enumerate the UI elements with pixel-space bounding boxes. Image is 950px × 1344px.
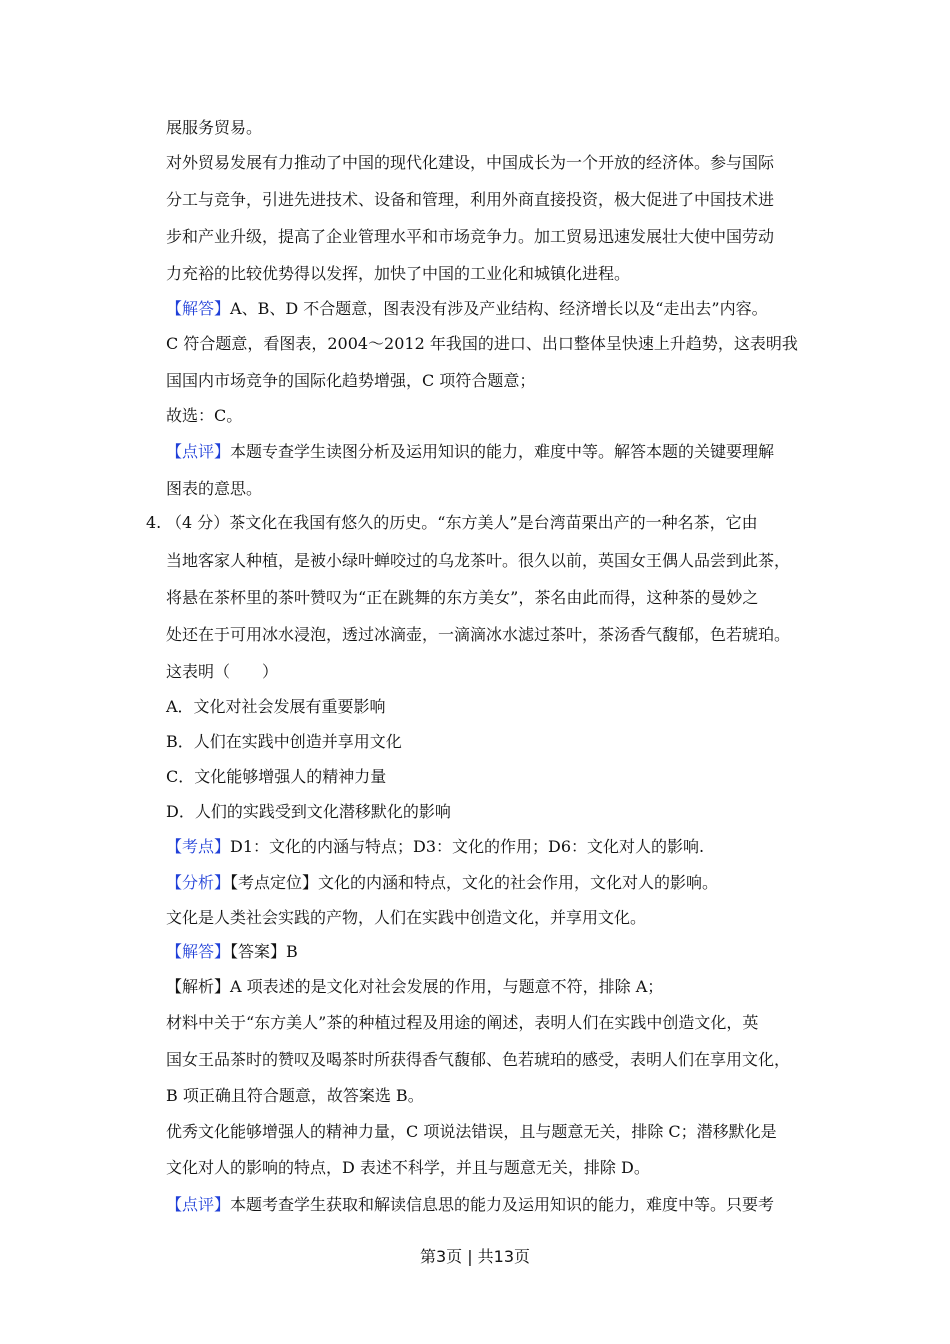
line-text: 【解析】A 项表述的是文化对社会发展的作用，与题意不符，排除 A； (166, 977, 664, 996)
page-footer: 第3页 | 共13页 (419, 1247, 531, 1266)
text-line (166, 588, 758, 608)
line-text: A．文化对社会发展有重要影响 (166, 697, 386, 716)
line-text: 故选：C。 (166, 406, 243, 425)
line-text: A、B、D 不合题意，图表没有涉及产业结构、经济增长以及“走出去”内容。 (230, 299, 768, 318)
text-line (166, 1050, 790, 1070)
text-line (166, 153, 774, 173)
text-line (166, 1086, 424, 1106)
text-line (166, 264, 630, 284)
line-text: 处还在于可用冰水浸泡，透过冰滴壶，一滴滴冰水滤过茶叶，茶汤香气馥郁，色若琥珀。 (166, 625, 791, 644)
line-text: C．文化能够增强人的精神力量 (166, 767, 387, 786)
text-line (166, 334, 798, 354)
text-line (166, 697, 386, 717)
section-label: 【点评】 (166, 1195, 231, 1214)
text-line (166, 513, 758, 533)
text-line (166, 732, 402, 752)
section-label: 【解答】 (166, 942, 231, 961)
line-text: 【考点定位】文化的内涵和特点，文化的社会作用，文化对人的影响。 (230, 873, 719, 892)
text-line (166, 190, 774, 210)
text-line (166, 802, 451, 822)
line-text: 分工与竞争，引进先进技术、设备和管理，利用外商直接投资，极大促进了中国技术进 (166, 190, 775, 209)
text-line (166, 767, 386, 787)
text-line (166, 118, 262, 138)
text-line (166, 299, 768, 319)
line-text: （4 分）茶文化在我国有悠久的历史。“东方美人”是台湾苗栗出产的一种名茶，它由 (166, 513, 758, 532)
line-text: 当地客家人种植，是被小绿叶蝉咬过的乌龙茶叶。很久以前，英国女王偶人品尝到此茶， (166, 551, 791, 570)
line-text: 图表的意思。 (166, 479, 263, 498)
line-text: 力充裕的比较优势得以发挥，加快了中国的工业化和城镇化进程。 (166, 264, 631, 283)
question-number: 4. (146, 513, 162, 532)
line-text: 国国内市场竞争的国际化趋势增强，C 项符合题意； (166, 371, 536, 390)
section-label: 【解答】 (166, 299, 231, 318)
line-text: B．人们在实践中创造并享用文化 (166, 732, 402, 751)
line-text: 国女王品茶时的赞叹及喝茶时所获得香气馥郁、色若琥珀的感受，表明人们在享用文化， (166, 1050, 791, 1069)
text-line (166, 977, 663, 997)
text-line (166, 873, 718, 893)
line-text: 文化是人类社会实践的产物，人们在实践中创造文化，并享用文化。 (166, 908, 647, 927)
text-line (166, 227, 774, 247)
text-line (166, 406, 242, 426)
line-text: 文化对人的影响的特点，D 表述不科学，并且与题意无关，排除 D。 (166, 1158, 650, 1177)
line-text: 这表明（ ） (166, 662, 279, 681)
line-text: 优秀文化能够增强人的精神力量，C 项说法错误，且与题意无关，排除 C；潜移默化是 (166, 1122, 777, 1141)
text-line (166, 625, 790, 645)
line-text: 材料中关于“东方美人”茶的种植过程及用途的阐述，表明人们在实践中创造文化，英 (166, 1013, 759, 1032)
section-label: 【考点】 (166, 837, 231, 856)
text-line (166, 371, 535, 391)
line-text: 展服务贸易。 (166, 118, 263, 137)
line-text: 将悬在茶杯里的茶叶赞叹为“正在跳舞的东方美女”，茶名由此而得，这种茶的曼妙之 (166, 588, 759, 607)
section-label: 【分析】 (166, 873, 231, 892)
section-label: 【点评】 (166, 442, 231, 461)
text-line (166, 908, 646, 928)
line-text: 本题专查学生读图分析及运用知识的能力，难度中等。解答本题的关键要理解 (230, 442, 775, 461)
text-line (166, 551, 790, 571)
text-line (166, 479, 262, 499)
text-line (166, 442, 774, 462)
line-text: 对外贸易发展有力推动了中国的现代化建设，中国成长为一个开放的经济体。参与国际 (166, 153, 775, 172)
text-line (166, 1122, 777, 1142)
line-text: B 项正确且符合题意，故答案选 B。 (166, 1086, 424, 1105)
line-text: 本题考查学生获取和解读信息思的能力及运用知识的能力，难度中等。只要考 (230, 1195, 775, 1214)
line-text: D1：文化的内涵与特点；D3：文化的作用；D6：文化对人的影响. (230, 837, 705, 856)
line-text: 步和产业升级，提高了企业管理水平和市场竞争力。加工贸易迅速发展壮大使中国劳动 (166, 227, 775, 246)
line-text: 【答案】B (230, 942, 298, 961)
line-text: C 符合题意，看图表，2004～2012 年我国的进口、出口整体呈快速上升趋势，这表明我 (166, 334, 798, 353)
line-text: D．人们的实践受到文化潜移默化的影响 (166, 802, 451, 821)
text-line (166, 662, 278, 682)
text-line (166, 1158, 650, 1178)
text-line (166, 1013, 758, 1033)
text-line (166, 1195, 774, 1215)
text-line (166, 837, 704, 857)
text-line (166, 942, 298, 962)
